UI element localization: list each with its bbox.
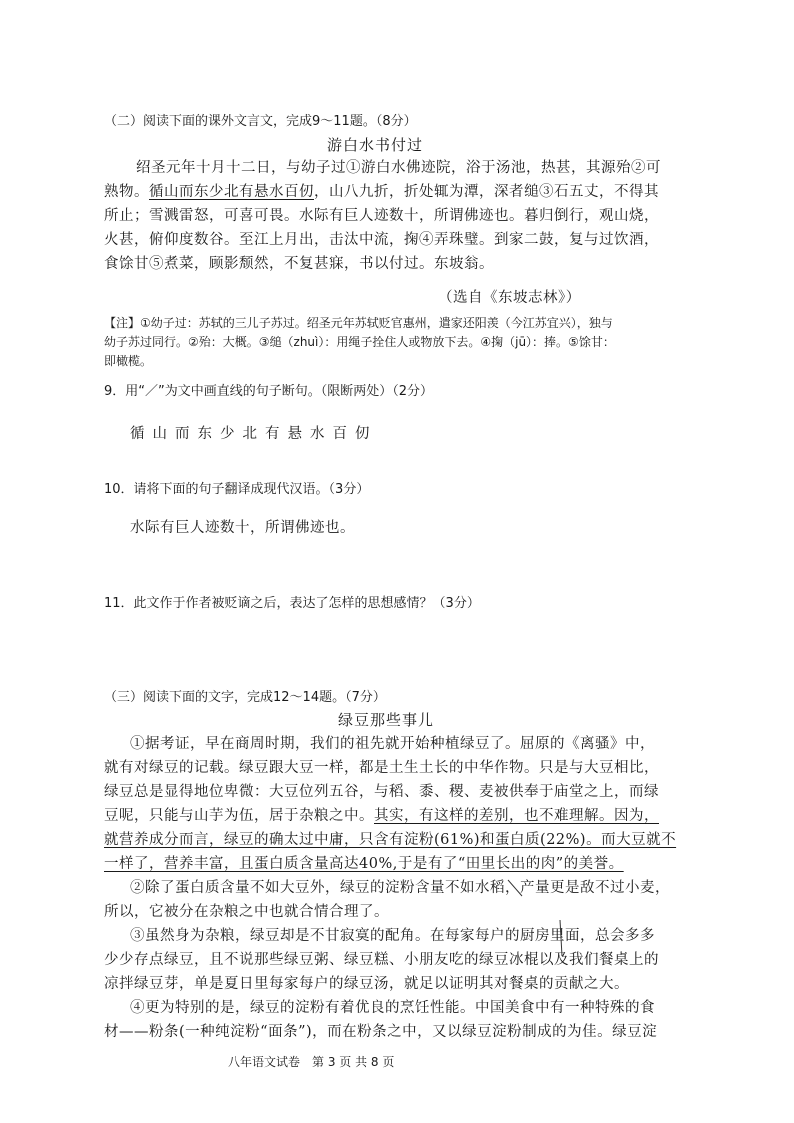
passage-line: ②除了蛋白质含量不如大豆外，绿豆的淀粉含量不如水稻，产量更是敌不过小麦，	[130, 880, 670, 896]
passage-line: ④更为特别的是，绿豆的淀粉有着优良的烹饪性能。中国美食中有一种特殊的食	[130, 1000, 655, 1016]
passage-source: （选自《东坡志林》）	[438, 290, 581, 306]
passage-line: 少少存点绿豆，且不说那些绿豆粥、绿豆糕、小朋友吃的绿豆冰棍以及我们餐桌上的	[104, 952, 659, 968]
passage-line: 火甚，俯仰度数谷。至江上月出，击汰中流，掬④弄珠璧。到家二鼓，复与过饮酒，	[104, 232, 659, 248]
question-11: 11．此文作于作者被贬谪之后，表达了怎样的思想感情？（3分）	[104, 596, 480, 611]
question-10: 10．请将下面的句子翻译成现代汉语。（3分）	[104, 482, 370, 497]
passage-line: 材——粉条(一种纯淀粉“面条”)，而在粉条之中，又以绿豆淀粉制成的为佳。绿豆淀	[104, 1024, 658, 1040]
underlined-line: 一样了，营养丰富，且蛋白质含量高达40%,于是有了“田里长出的肉”的美誉。	[104, 856, 624, 872]
passage-text: 熟物。	[104, 184, 149, 200]
page-footer: 八年语文试卷 第 3 页 共 8 页	[228, 1055, 395, 1069]
passage-line: ③虽然身为杂粮，绿豆却是不甘寂寞的配角。在每家每户的厨房里面，总会多多	[130, 928, 655, 944]
passage-line: 就有对绿豆的记载。绿豆跟大豆一样，都是土生土长的中华作物。只是与大豆相比，	[104, 760, 659, 776]
pen-mark	[500, 860, 620, 960]
passage-line: 所以，它被分在杂粮之中也就合情合理了。	[104, 904, 389, 920]
underlined-sentence: 其实，有这样的差别，也不难理解。因为，	[374, 808, 659, 824]
passage-line	[104, 182, 659, 202]
passage-line: 凉拌绿豆芽，单是夏日里每家每户的绿豆汤，就足以证明其对餐桌的贡献之大。	[104, 976, 629, 992]
annotation-line: 幼子苏过同行。②殆：大概。③缒（zhuì）：用绳子拴住人或物放下去。④掬（jū）：捧。⑤馀甘：	[104, 335, 615, 349]
passage-line: 食馀甘⑤煮菜，顾影颓然，不复甚寐，书以付过。东坡翁。	[104, 256, 494, 272]
passage-line: ①据考证，早在商周时期，我们的祖先就开始种植绿豆了。屈原的《离骚》中，	[130, 736, 655, 752]
passage-title: 绿豆那些事儿	[338, 711, 435, 729]
section-header: （三）阅读下面的文字，完成12～14题。（7分）	[104, 690, 386, 705]
passage-text: ，山八九折，折处辄为潭，深者缒③石五丈，不得其	[314, 184, 659, 200]
question-9: 9．用“／”为文中画直线的句子断句。（限断两处）（2分）	[104, 384, 434, 399]
annotation-line: 即橄榄。	[104, 354, 153, 368]
passage-title: 游白水书付过	[327, 136, 424, 154]
passage-line: 绍圣元年十月十二日，与幼子过①游白水佛迹院，浴于汤池，热甚，其源殆②可	[136, 160, 661, 176]
passage-line: 绿豆总是显得地位卑微：大豆位列五谷，与稻、黍、稷、麦被供奉于庙堂之上，而绿	[104, 784, 659, 800]
annotation-line: 【注】①幼子过：苏轼的三儿子苏过。绍圣元年苏轼贬官惠州，遣家还阳羡（今江苏宜兴），独与	[104, 316, 613, 330]
passage-line: 所止；雪溅雷怒，可喜可畏。水际有巨人迹数十，所谓佛迹也。暮归倒行，观山烧，	[104, 208, 659, 224]
underlined-sentence: 循山而东少北有悬水百仞	[149, 184, 314, 200]
question-10-sentence: 水际有巨人迹数十，所谓佛迹也。	[130, 520, 355, 536]
underlined-line: 就营养成分而言，绿豆的确太过中庸，只含有淀粉(61%)和蛋白质(22%)。而大豆就不	[104, 832, 677, 848]
section-header: （二）阅读下面的课外文言文，完成9～11题。（8分）	[104, 114, 417, 129]
passage-line	[104, 806, 659, 826]
question-9-sentence: 循山而东少北有悬水百仞	[130, 426, 378, 442]
passage-text: 豆呢，只能与山芋为伍，居于杂粮之中。	[104, 808, 374, 824]
